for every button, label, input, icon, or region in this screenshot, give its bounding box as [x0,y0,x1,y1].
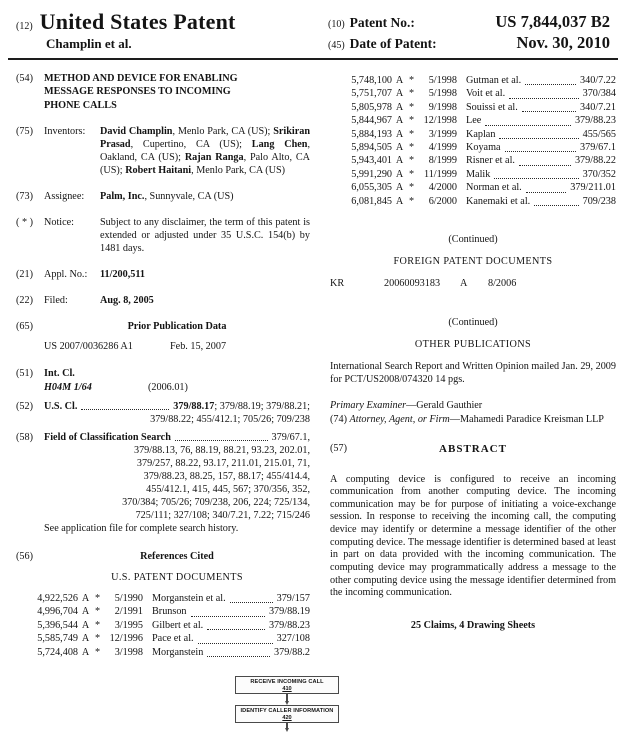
reference-row [344,195,616,208]
inid-code-22: (22) [16,295,33,307]
ref-date: 4/2000 [428,182,457,194]
assignee-value [100,190,310,203]
section-51-int-cl [16,367,310,394]
text-segment: , Menlo Park, CA (US) [191,164,286,176]
inid-code-21: (21) [16,269,33,281]
field-search-line: 455/412.1, 415, 445, 567; 370/356, 352, [146,483,310,495]
abstract-heading: ABSTRACT [439,443,507,456]
inid-code-54: (54) [16,73,33,84]
text-segment: Srikiran Prasad [100,125,310,150]
patent-date-label: Date of Patent: [349,36,437,51]
ref-examiner-star: * [408,142,415,154]
ref-classification: 379/211.01 [570,182,616,194]
field-search-line: 725/111; 327/108; 340/7.21, 7.22; 715/246 [135,509,310,521]
ref-classification: 370/352 [582,168,616,180]
right-column [330,72,616,659]
ref-inventor-name: Norman et al. [466,182,522,194]
inid-code-12: (12) [16,21,33,32]
int-cl-heading: Int. Cl. [44,368,75,380]
section-75-inventors [16,125,310,177]
ref-number: 6,055,305 [351,182,392,194]
section-22-filed [16,294,310,307]
ref-classification: 340/7.22 [580,75,616,86]
ref-date: 12/1998 [423,115,457,127]
text-segment: —Gerald Gauthier [406,400,483,412]
dot-leader [526,192,567,193]
applicant-name: Champlin et al. [46,36,132,51]
arrow-down-icon [235,723,339,732]
ref-classification: 370/384 [582,88,616,100]
dot-leader [230,602,273,603]
ref-examiner-star: * [408,128,415,140]
text-segment: —Mahamedi Paradice Kreisman LLP [449,414,604,426]
reference-row [344,168,616,181]
reference-row [344,87,616,100]
patent-date-row [328,33,610,53]
ref-examiner-star: * [408,115,415,127]
dot-leader [207,629,265,630]
header-title-row [16,9,236,35]
inid-code-51: (51) [16,368,33,380]
ref-classification: 455/565 [582,128,616,140]
dot-leader [534,205,578,206]
ref-date: 5/1990 [114,592,143,604]
reference-row [344,181,616,194]
inid-code-65: (65) [16,321,33,333]
field-search-line: 379/88.23, 88.25, 157, 88.17; 455/414.4, [143,470,310,482]
us-cl-values-line2: 379/88.22; 455/412.1; 705/26; 709/238 [150,414,310,426]
arrow-down-icon [235,694,339,705]
section-notice [16,216,310,255]
flowchart-step-label: IDENTIFY CALLER INFORMATION [240,707,334,714]
ref-date: 9/1998 [428,101,457,113]
ref-inventor-name: Morganstein [152,646,204,658]
header-left [16,9,236,54]
int-cl-version: (2006.01) [148,382,188,394]
ref-number: 5,585,749 [37,633,78,645]
ref-examiner-star: * [408,155,415,167]
ref-kind-code: A [395,182,404,194]
ref-date: 3/1995 [114,619,143,631]
text-segment: ; 379/88.19; 379/88.21; [214,401,310,413]
flowchart-step-ref: 410 [282,685,292,692]
references-cited-heading: References Cited [140,550,214,562]
ref-kind-code: A [395,142,404,154]
us-cl-label: U.S. Cl. [44,401,78,413]
ref-number: 5,894,505 [351,142,392,154]
ref-examiner-star: * [94,592,101,604]
field-search-values [44,444,310,522]
ref-date: 4/1999 [428,142,457,154]
ref-inventor-name: Souissi et al. [466,101,518,113]
flowchart-step-box [235,676,339,694]
text-segment: David Champlin [100,125,173,137]
ref-kind-code: A [81,606,90,618]
ref-number: 5,805,978 [351,101,392,113]
ref-date: 3/1999 [428,128,457,140]
filed-value: Aug. 8, 2005 [100,295,154,307]
text-segment: Robert Haitani [125,164,192,176]
dot-leader [505,151,577,152]
ref-kind-code: A [81,646,90,658]
us-references-right [330,74,616,208]
inid-code-57: (57) [330,443,347,455]
continued-note-1: (Continued) [448,234,498,246]
reference-row [344,114,616,127]
dot-leader [509,98,578,99]
text-segment: , Palo Alto, CA (US); [100,151,310,176]
section-65-prior-pub [16,320,310,353]
ref-examiner-star: * [94,646,101,658]
ref-kind-code: A [395,128,404,140]
ref-inventor-name: Gilbert et al. [152,619,204,631]
ref-examiner-star: * [408,88,415,100]
invention-title: METHOD AND DEVICE FOR ENABLING MESSAGE RESPONSES TO INCOMING PHONE CALLS [44,73,238,111]
filed-label: Filed: [44,295,68,307]
inid-code-75: (75) [16,125,33,137]
inid-code-10: (10) [328,19,345,30]
ref-inventor-name: Kanemaki et al. [466,195,531,207]
inid-code-56: (56) [16,550,33,562]
text-segment: (74) [330,414,350,426]
dot-leader [207,656,270,657]
ref-classification: 379/88.23 [268,619,310,631]
text-segment: Rajan Ranga [184,151,244,163]
header-right [328,9,610,54]
ref-classification: 327/108 [276,633,310,645]
assignee-label: Assignee: [44,190,85,202]
ref-date: 12/1996 [109,633,143,645]
ref-number: 5,748,100 [351,75,392,86]
reference-row [344,74,616,87]
foreign-number: 20060093183 [384,278,441,290]
ref-kind-code: A [395,115,404,127]
ref-examiner-star: * [408,168,415,180]
ref-number: 5,991,290 [351,168,392,180]
ref-number: 5,724,408 [37,646,78,658]
ref-kind-code: A [395,155,404,167]
ref-classification: 709/238 [582,195,616,207]
int-cl-code: H04M 1/64 [44,382,92,394]
foreign-docs-heading: FOREIGN PATENT DOCUMENTS [393,256,553,268]
reference-row [30,592,310,605]
ref-examiner-star: * [408,75,415,86]
ref-kind-code: A [395,75,404,86]
section-21-appl-no [16,268,310,281]
section-58-field-of-search [16,431,310,535]
reference-row [30,619,310,632]
ref-kind-code: A [395,88,404,100]
ref-classification: 379/88.19 [268,606,310,618]
text-segment: Primary Examiner [330,400,407,412]
section-54-title [16,72,310,112]
dot-leader [485,125,571,126]
foreign-ref-row [330,277,616,290]
text-segment: , Oakland, CA (US); [100,138,310,163]
foreign-date: 8/2006 [488,278,517,290]
patent-number-value: US 7,844,037 B2 [495,12,610,31]
ref-number: 4,996,704 [37,606,78,618]
text-segment: Lang Chen [251,138,308,150]
ref-number: 5,396,544 [37,619,78,631]
ref-date: 2/1991 [114,606,143,618]
patent-number-label: Patent No.: [349,15,415,30]
field-search-line: 379/88.13, 76, 88.19, 88.21, 93.23, 202.01, [133,444,310,456]
ref-inventor-name: Gutman et al. [466,75,522,86]
abstract-header [330,442,616,456]
ref-date: 8/1999 [428,155,457,167]
inventors-list [100,125,310,177]
left-column [16,72,310,659]
ref-classification: 379/88.23 [574,115,616,127]
text-segment: , Sunnyvale, CA (US) [144,190,234,202]
field-search-label: Field of Classification Search [44,431,171,443]
foreign-country: KR [330,278,345,290]
ref-classification: 379/157 [276,592,310,604]
primary-examiner-line [330,399,616,412]
dot-leader [81,409,169,410]
us-patent-docs-heading: U.S. PATENT DOCUMENTS [111,571,243,583]
reference-row [30,646,310,659]
reference-row [344,128,616,141]
ref-kind-code: A [81,592,90,604]
notice-asterisk: ( * ) [16,216,33,228]
ref-inventor-name: Koyama [466,142,501,154]
ref-number: 5,884,193 [351,128,392,140]
prior-pub-number: US 2007/0036286 A1 [44,341,133,353]
us-references-left [16,592,310,659]
field-search-first-value: 379/67.1, [271,431,310,443]
flowchart-step-ref: 420 [282,714,292,721]
ref-inventor-name: Brunson [152,606,187,618]
inid-code-58: (58) [16,431,33,443]
inid-code-45: (45) [328,40,345,51]
ref-examiner-star: * [94,633,101,645]
prior-pub-heading: Prior Publication Data [127,321,227,333]
ref-number: 6,081,845 [351,195,392,207]
flowchart-step-label: RECEIVE INCOMING CALL [250,679,324,685]
dot-leader [499,138,578,139]
section-52-us-cl [16,400,310,426]
attorney-line [330,413,616,426]
ref-inventor-name: Pace et al. [152,633,194,645]
dot-leader [191,616,265,617]
ref-number: 5,751,707 [351,88,392,100]
ref-inventor-name: Risner et al. [466,155,515,167]
inventors-label: Inventors: [44,125,86,137]
inid-code-73: (73) [16,190,33,202]
notice-label: Notice: [44,216,74,228]
text-segment: , Cupertino, CA (US); [130,138,252,150]
continued-note-2: (Continued) [448,317,498,329]
reference-row [344,101,616,114]
field-search-footer: See application file for complete search history. [44,522,239,534]
inid-code-52: (52) [16,401,33,413]
ref-inventor-name: Kaplan [466,128,496,140]
ref-kind-code: A [395,195,404,207]
foreign-kind: A [460,278,468,290]
ref-number: 4,922,526 [37,592,78,604]
text-segment: Attorney, Agent, or Firm [349,414,450,426]
ref-kind-code: A [81,619,90,631]
field-search-line: 370/384; 705/26; 709/238, 206, 224; 725/134, [122,496,310,508]
text-segment: Palm, Inc. [100,190,145,202]
reference-row [30,632,310,645]
ref-inventor-name: Voit et al. [466,88,506,100]
other-pubs-heading: OTHER PUBLICATIONS [414,339,532,351]
reference-row [344,141,616,154]
ref-examiner-star: * [408,101,415,113]
ref-date: 5/1998 [428,75,457,86]
dot-leader [525,84,576,85]
ref-inventor-name: Lee [466,115,482,127]
ref-examiner-star: * [408,182,415,194]
ref-classification: 379/88.22 [574,155,616,167]
ref-classification: 379/67.1 [580,142,616,154]
ref-inventor-name: Morganstein et al. [152,592,226,604]
text-segment: 379/88.17 [173,401,215,413]
flowchart-step-box [235,705,339,723]
dot-leader [175,440,268,441]
notice-text: Subject to any disclaimer, the term of this patent is extended or adjusted under 35 U.S.C. 154(b) by 1481 days. [100,216,310,255]
reference-row [344,154,616,167]
figure-flowchart-preview [235,676,339,732]
ref-examiner-star: * [408,195,415,207]
dot-leader [522,111,576,112]
ref-number: 5,844,967 [351,115,392,127]
ref-number: 5,943,401 [351,155,392,167]
abstract-text: A computing device is configured to receive an incoming communication from another computing device. The incoming communication may be for purpose of initiating a voice-exchange session. In response to receiving the incoming call, the computing device may identify or determine a message identifier of the other computing device. The message identifier is determined based at least in part on data provided with the incoming communication. The computing device may programmatically address a message to the other computing device using the message identifier determined from the incoming communication. [330,473,616,599]
ref-date: 6/2000 [428,195,457,207]
appl-no-label: Appl. No.: [44,269,88,281]
us-cl-values-line1 [173,400,310,413]
ref-date: 11/1999 [423,168,457,180]
ref-classification: 379/88.2 [274,646,310,658]
patent-date-value: Nov. 30, 2010 [516,33,610,52]
text-segment: , Menlo Park, CA (US); [172,125,274,137]
patent-number-row [328,12,610,32]
field-search-line: 379/257, 88.22, 93.17, 211.01, 215.01, 71, [136,457,310,469]
claims-summary: 25 Claims, 4 Drawing Sheets [410,619,536,631]
section-73-assignee [16,190,310,203]
dot-leader [519,165,571,166]
ref-date: 5/1998 [428,88,457,100]
ref-date: 3/1998 [114,646,143,658]
ref-examiner-star: * [94,606,101,618]
dot-leader [198,643,273,644]
other-pubs-text: International Search Report and Written Opinion mailed Jan. 29, 2009 for PCT/US2008/074320 14 pgs. [330,361,616,386]
prior-pub-date: Feb. 15, 2007 [170,341,227,353]
document-title: United States Patent [39,9,236,34]
dot-leader [494,178,578,179]
ref-kind-code: A [81,633,90,645]
reference-row [30,605,310,618]
section-56-references [16,550,310,584]
header [0,0,626,54]
ref-examiner-star: * [94,619,101,631]
appl-no-value: 11/200,511 [100,269,146,281]
two-column-body [0,60,626,659]
ref-classification: 340/7.21 [580,101,616,113]
ref-kind-code: A [395,101,404,113]
ref-kind-code: A [395,168,404,180]
ref-inventor-name: Malik [466,168,491,180]
